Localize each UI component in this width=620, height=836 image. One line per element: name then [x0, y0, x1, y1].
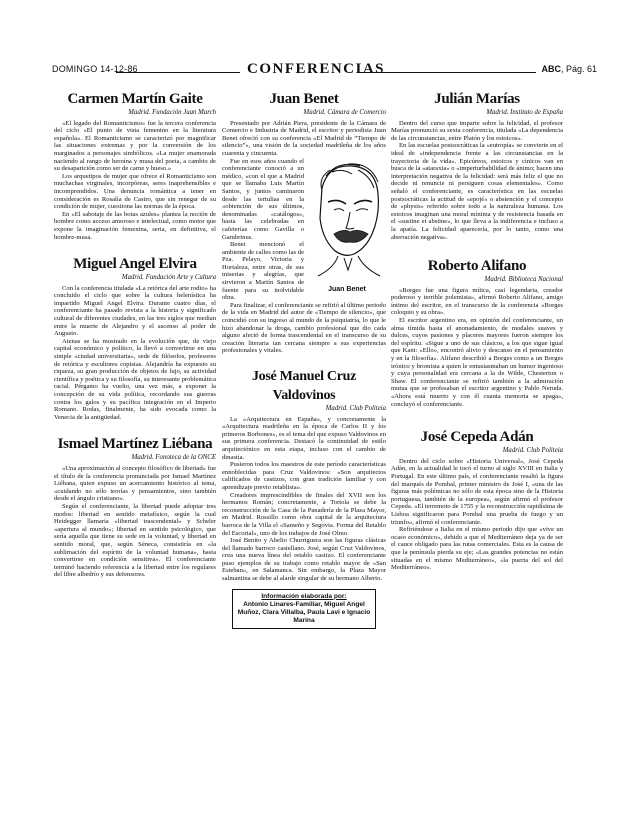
article-title: Roberto Alifano: [427, 258, 527, 275]
page-number: Pág. 61: [565, 64, 597, 74]
article-marias: [391, 90, 563, 241]
header-date: DOMINGO 14-12-86: [52, 64, 138, 74]
article-paragraph: José Benito y Abelio Churriguera son las figuras clásicas del llamado barroco castellano. José, según Cruz Valdovinos, crea una nueva línea del retablo castizo. El conferenciante puso ejemplos de su trabajo como retablo mayor de «San Esteban», en Salamanca. Sin embargo, la Plaza Mayor salmantina se debe al alarde singular de su hermano Alberto.: [222, 537, 386, 583]
article-paragraph: Fue en esos años cuando el conferenciante conoció a un médico, «con el que a Madrid que se llamaba Luis Martín Santos, y juntos caminaron desde las tertulias en la «obtención de sus últimos, denominadas «catálogos», hasta las celebradas en cafeterías como Gavilla o Gambrinus.: [222, 157, 304, 241]
article-title: Julián Marías: [434, 91, 520, 107]
article-paragraph: Para finalizar, el conferenciante se refirió al último periodo de la vida en Madrid del autor de «Tiempo de silencio», que coincidió con su ingreso al mundo de la psiquiatría, lo que le hizo abandonar la droga, cambio profesional que dio cada alguno afectó de forma trascendental en el transcurso de su creación literaria tan cercana siempre a sus experiencias profesionales y vitales.: [222, 301, 386, 355]
article-paragraph: El escritor argentino era, en opinión del conferenciante, un alma tímida hasta el anonadamiento, de modales suaves y dulces, cuyos pasiones y placeres mayores fueron siempre los del espíritu. «Sigue a uno de sus clásicos, a los que sigue igual que Kant: «Ello», encontró alivio y descanso en el pensamiento y en la filosofía». Alifano describió a Borges como a un Borges irónico y bromista a quien le entusiasmaban un humor ingenioso y cuya personalidad era cercana a la de Wilde, Chesterton o Shaw. El conferenciante se refirió también a la admiración mutua que se profesaban el escritor argentino y Pablo Neruda. «Ahora está muerto y con él cuanta memoria se apaga», concluyó el conferenciante.: [391, 317, 563, 408]
article-cruz-valdovinos: [222, 367, 386, 629]
article-title: Carmen Martín Gaite: [67, 91, 203, 107]
column-1: [54, 88, 216, 579]
header-rule-right: [358, 72, 536, 73]
portrait-illustration: [308, 158, 386, 294]
article-cepeda-adan: [391, 428, 563, 572]
article-paragraph: Benet mencionó el ambiente de calles como las de Pza. Pelayo, Victoria y Hortaleza, entre otras, de sus miserias y alegrías, que sirvieron a Martín Santos de fuente para su inolvidable obra.: [222, 241, 304, 302]
article-elvira: [54, 255, 216, 421]
credits-names: Antonio Linares-Familiar, Miguel Angel Muñoz, Clara Villalba, Paula Lavi e Ignacio Marina: [237, 600, 371, 624]
article-title: Ismael Martínez Liébana: [57, 436, 213, 453]
article-paragraph: En «El sabotaje de las botas azules» plantea la noción de hombre como acceso amoroso e intelectual, como motor que expone la imaginación femenina, seria, en definitiva, el hombre-musa.: [54, 210, 216, 241]
article-paragraph: Dentro del ciclo sobre «Historia Universal», José Cepeda Adán, en la actualidad le tocó el turno al siglo XVIII en Italia y Portugal. En este último país, el conferenciante resaltó la figura del marqués de Pombal, primer ministro de José I, «una de las figuras más polémicas no sólo de esta época sino de la Historia portuguesa, también de la europea», según afirmó el profesor Cepeda. «El terremoto de 1755 y la reconstrucción rapidísima de Lisboa significaron para Pombal una prueba de fuego y un triunfo», afirmó el conferenciante.: [391, 457, 563, 526]
article-paragraph: «Una aproximación al concepto filosófico de libertad» fue el título de la conferencia pronunciada por Ismael Martínez Liébana, quien expuso un acercamiento histórico al tema, «cuidando no sólo teorías y pensamientos, sino también desde el ángulo cristiano».: [54, 464, 216, 503]
article-title: Miguel Angel Elvira: [73, 256, 197, 273]
article-paragraph: Atenas se ha mostrado en la evolución que, de viejo capital económico y político, la llevó a convertirse en una simple «ciudad universitaria», sede de filósofos, profesores de retórica y escultores copistas. Alejandría ha expuesto su riqueza, su gran producción de objetos de lujo, su actividad científica y poética y su filosofía, su interesante problemática racial. Pérgamo ha vuelto, una vez más, a exponer la concepción de su vida política, recordando sus guerras contra los galos y su pacífica integración en el Imperio Romano. Rodas, finalmente, ha sido evocada como la Venecia de la antigüedad.: [54, 337, 216, 421]
column-2: [222, 88, 386, 629]
article-paragraph: Con la conferencia titulada «La retórica del arte rodio» ha concluido el ciclo que sobre la cultura helenística ha impartido Miguel Angel Elvira. Durante cuatro días, el conferenciante ha pasado revista a la historia y significado cultural de diferentes ciudades, en las tres siglos que median entre la muerte de Alejandro y el ascenso al poder de Augusto.: [54, 284, 216, 338]
article-venue: Madrid. Cámara de Comercio: [303, 109, 386, 116]
article-paragraph: Pusieron todos los maestros de este período características ennoblecidas para Cruz Valdovinos: «Son arquitectos calificados de castizos, con gran tradición familiar y con aprendizaje previo retablista».: [222, 461, 386, 491]
article-venue: Madrid. Fundación Arte y Cultura: [121, 274, 216, 282]
publication-name: ABC: [541, 64, 561, 74]
article-venue: Madrid. Fonoteca de la ONCE: [131, 454, 216, 462]
section-title: CONFERENCIAS: [247, 61, 386, 77]
article-alifano: [391, 257, 563, 408]
article-martin-gaite: [54, 90, 216, 241]
article-title: José Manuel Cruz Valdovinos: [251, 369, 357, 403]
article-paragraph: «El legado del Romanticismo» fue la tercera conferencia del ciclo «El punto de vista femenino en la literatura española». El Romanticismo se caracterizó por magnificar las situaciones extremas y por la conversión de los marginados a personajes simbólicos. «La mujer enamorada naciendo al rango de heroína y musa del poeta, a cambio de su desaparición como ser de carne y hueso.»: [54, 119, 216, 173]
article-title: Juan Benet: [269, 91, 339, 107]
header-page-ref: ABC, Pág. 61: [541, 64, 597, 74]
article-title: José Cepeda Adán: [420, 429, 534, 446]
article-paragraph: Presentado por Adrián Piera, presidente de la Cámara de Comercio e Industria de Madrid, el escritor y periodista Juan Benet ofreció con su conferencia «El Madrid de “Tiempo de silencio”», una visión de la sociedad madrileña de los años cuarenta y cincuenta.: [222, 119, 386, 157]
article-martinez-liebana: [54, 435, 216, 579]
article-venue: Madrid. Instituto de España: [486, 109, 563, 116]
page-header: [52, 62, 597, 82]
article-venue: Madrid. Fundación Juan March: [128, 109, 216, 116]
article-paragraph: Refiriéndose a Italia en el mismo periodo dijo que «vive un ocaso económico», debido a que el Mediterráneo deja ya de ser el cauce obligado para las rutas comerciales. Esta es la causa de que la península pierda su eje; «Las grandes potencias no están situadas en el mismo Mediterráneo», «la puerta del sol del Mediterráneo».: [391, 526, 563, 572]
article-paragraph: En las escuelas postsocráticas la «eutropía» se convierte en el ideal de «independencia frente a las circunstancias en la trayectoria de la vida». Epicúreos, estoicos y cínicos van en busca de la «ataraxia» o «imperturbabilidad de ánimo; hacen una interpretación negativa de la felicidad: será más feliz el que no decide ni renuncie ni persiguen cosas elementales». Como señaló el conferenciante, es característica en las escuelas postsocráticas la actitud de «epojé» o abstención y el concepto de «physis» referido sobre todo a la naturaleza humana. Los estoicos imaginan una moral mínima y de resistencia basada en el «sustine et abstine», lo que lleva a la indiferencia e incluso a la apatía. La felicidad aparecería, por lo tanto, como una aberración negativa».: [391, 142, 563, 241]
article-paragraph: «Borges fue una figura mítica, casi legendaria, creador poderoso y terrible polemista», afirmó Roberto Alifano, amigo íntimo del escritor, en el transcurso de la conferencia «Borges coloquio y su obra».: [391, 286, 563, 317]
credits-box: [232, 589, 376, 629]
article-paragraph: Dentro del curso que imparte sobre la felicidad, el profesor Marías pronunció su sexta conferencia, titulada «La dependencia de las circunstancias, entre Platón y los estoicos».: [391, 119, 563, 142]
article-venue: Madrid. Biblioteca Nacional: [484, 276, 563, 284]
column-3: [391, 88, 563, 572]
credits-title: Información elaborada por:: [261, 592, 347, 600]
article-paragraph: Los arquetipos de mujer que ofrece el Romanticismo son muchachas virginales, incorpóreas, seres inaprehensibles e incomprendidos. Una denuncia romántica a tener en consideración es Rosalía de Castro, que sin renegar de su condición de mujer, cuestiona las normas de la época.: [54, 172, 216, 211]
article-benet: [222, 90, 386, 355]
article-venue: Madrid. Club Politeia: [325, 405, 386, 412]
article-paragraph: Creadores imprescindibles de finales del XVII son los hermanos Román; concretamente, a Tortola se debe la reconstrucción de la Casa de la Panadería de la Plaza Mayor, en Madrid. Rossillo como obra capital de la arquitectura barroca de la Villa el «Sameño y Segovia. Forma del Retablo del Escorial», uno de los trabajos de José Olmo.: [222, 491, 386, 537]
portrait-caption: Juan Benet: [328, 285, 366, 293]
article-paragraph: Según el conferenciante, la libertad puede adoptar tres modos: libertad en sentido metafísico, según la cual Heidegger llamaría «libertad trascendental» y Scheler «apertura al mundo»; libertad en sentido psicológico, que sería aquella que tiene su sede en la voluntad, y libertad en sentido moral, que, según Séneca, consistiría en «la sublimación del espíritu de la voluntad humana», hasta convertirse en condición sensitiva». El conferenciante terminó haciendo referencia a la libertad entre los regulares del libre albedrío y sus defensores.: [54, 502, 216, 579]
article-paragraph: La «Arquitectura en España», y concretamente la «Arquitectura madrileña en la época de Carlos II y los primeros Borbones», es el tema del que expuso Valdovinos en sus primera conferencia. Destacó la continuidad de estilo arquitectónico en esta etapa, incluso con el cambio de dinastía.: [222, 415, 386, 461]
portrait-sketch-icon: [308, 158, 386, 282]
article-venue: Madrid. Club Politeia: [502, 447, 563, 455]
